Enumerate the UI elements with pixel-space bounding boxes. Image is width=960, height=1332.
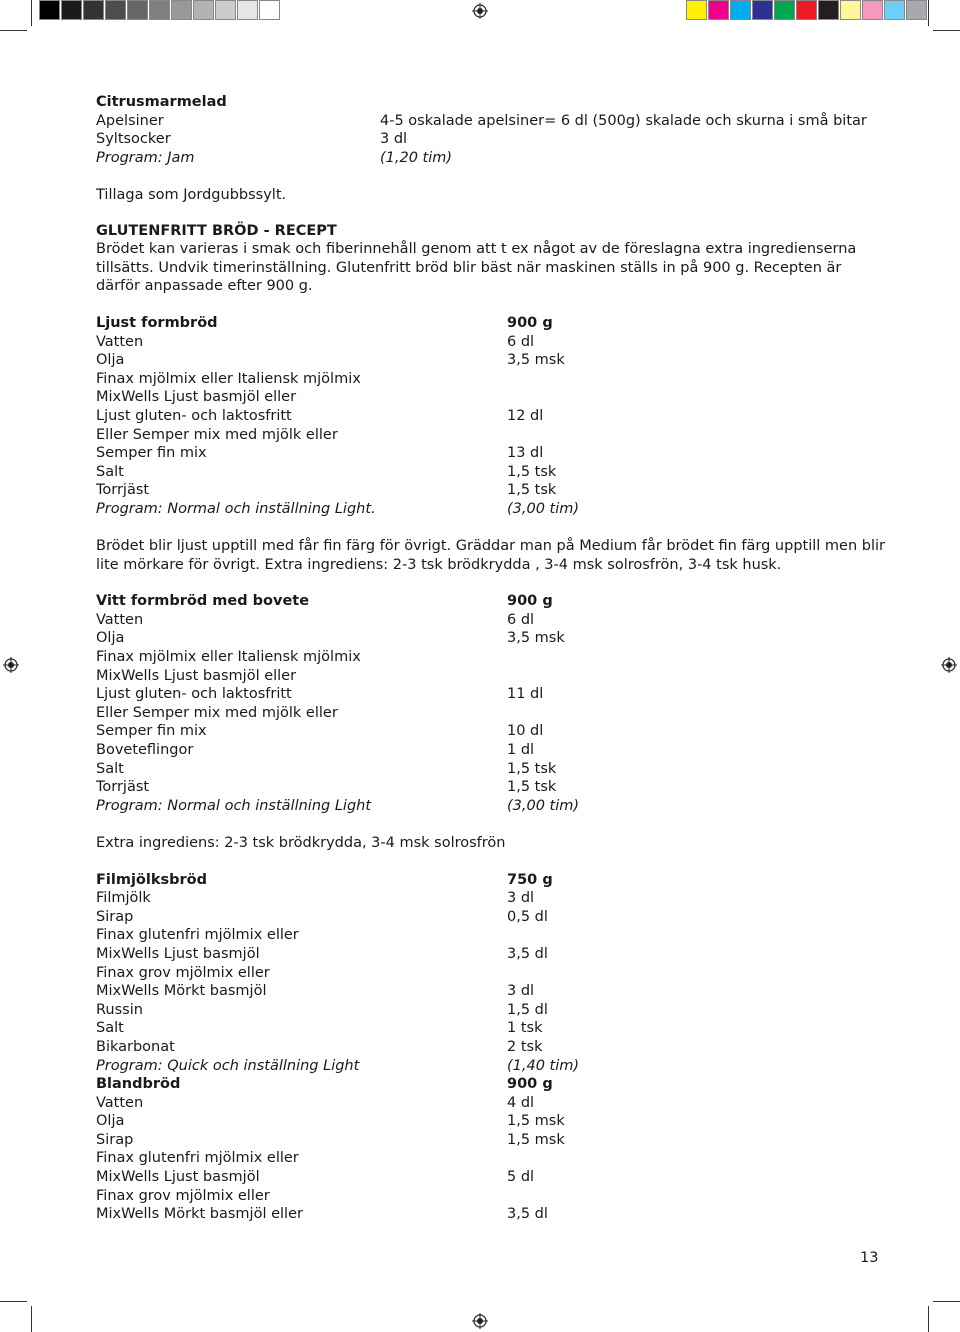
- recipe-size: 750 g: [507, 871, 553, 888]
- color-swatch: [39, 0, 60, 20]
- ingredient-row: [96, 797, 886, 816]
- ingredient-list: [96, 1094, 886, 1224]
- ingredient-row: [96, 611, 886, 630]
- recipe-blandbrod: [96, 1075, 886, 1224]
- ingredient-name: Program: Normal och inställning Light: [96, 797, 372, 814]
- recipe-size: 900 g: [507, 593, 553, 610]
- ingredient-name: Sirap: [96, 908, 134, 925]
- ingredient-name: Salt: [96, 1020, 124, 1037]
- ingredient-row: [96, 426, 886, 445]
- crop-mark-bottom-left-v: [31, 1306, 32, 1332]
- ingredient-amount: 1,5 tsk: [507, 482, 557, 499]
- color-swatch: [193, 0, 214, 20]
- ingredient-amount: 1,5 msk: [507, 1131, 565, 1148]
- ingredient-row: [96, 964, 886, 983]
- recipe-title: Citrusmarmelad: [96, 94, 227, 110]
- recipe-vitt-formbrod: [96, 592, 886, 852]
- ingredient-row: [96, 481, 886, 500]
- ingredient-name: Finax grov mjölmix eller: [96, 1187, 270, 1204]
- ingredient-amount: (3,00 tim): [507, 500, 580, 517]
- ingredient-row: [96, 1149, 886, 1168]
- ingredient-name: Vatten: [96, 333, 144, 350]
- color-swatch: [862, 0, 883, 20]
- ingredient-amount: 3,5 dl: [507, 1206, 548, 1223]
- ingredient-amount: (1,20 tim): [380, 149, 453, 166]
- recipe-note: Brödet blir ljust upptill med får fin färg för övrigt. Gräddar man på Medium får brödet fin färg upptill men blir lite mörkare för övrigt. Extra ingrediens: 2-3 tsk brödkrydda , 3-4 msk solrosfrön, 3-4 tsk husk.: [96, 538, 885, 573]
- recipe-title: Filmjölksbröd: [96, 871, 208, 888]
- ingredient-name: Finax glutenfri mjölmix eller: [96, 927, 299, 944]
- ingredient-row: [96, 629, 886, 648]
- crop-mark-bottom-right-v: [928, 1306, 929, 1332]
- ingredient-row: [96, 500, 886, 519]
- section-gluten-free: [96, 222, 886, 296]
- color-swatch: [127, 0, 148, 20]
- ingredient-amount: 3,5 dl: [507, 945, 548, 962]
- ingredient-row: [96, 667, 886, 686]
- recipe-title: Ljust formbröd: [96, 314, 218, 331]
- ingredient-name: Vatten: [96, 611, 144, 628]
- color-swatch: [708, 0, 729, 20]
- recipe-size: 900 g: [507, 314, 553, 331]
- ingredient-name: Finax mjölmix eller Italiensk mjölmix: [96, 370, 361, 387]
- ingredient-name: Filmjölk: [96, 890, 151, 907]
- ingredient-row: [96, 149, 886, 168]
- ingredient-row: [96, 1057, 886, 1076]
- ingredient-amount: 4 dl: [507, 1094, 535, 1111]
- ingredient-row: [96, 760, 886, 779]
- ingredient-amount: 10 dl: [507, 723, 544, 740]
- ingredient-name: Finax mjölmix eller Italiensk mjölmix: [96, 649, 361, 666]
- ingredient-row: [96, 463, 886, 482]
- ingredient-name: Vatten: [96, 1094, 144, 1111]
- color-swatch: [149, 0, 170, 20]
- ingredient-row: [96, 112, 886, 131]
- ingredient-name: Eller Semper mix med mjölk eller: [96, 704, 338, 721]
- color-swatch: [83, 0, 104, 20]
- ingredient-name: Olja: [96, 630, 125, 647]
- ingredient-row: [96, 908, 886, 927]
- registration-mark-left-icon: [3, 657, 19, 673]
- ingredient-row: [96, 407, 886, 426]
- color-swatch: [237, 0, 258, 20]
- ingredient-amount: 1,5 msk: [507, 1113, 565, 1130]
- ingredient-name: Russin: [96, 1001, 143, 1018]
- ingredient-name: Olja: [96, 1113, 125, 1130]
- ingredient-amount: 1 dl: [507, 742, 535, 758]
- page-content: [96, 93, 886, 1224]
- ingredient-row: [96, 1187, 886, 1206]
- ingredient-amount: 11 dl: [507, 686, 544, 703]
- ingredient-row: [96, 741, 886, 760]
- ingredient-amount: 13 dl: [507, 445, 544, 462]
- ingredient-name: Olja: [96, 352, 125, 369]
- color-swatch: [774, 0, 795, 20]
- color-swatch: [796, 0, 817, 20]
- ingredient-row: [96, 1112, 886, 1131]
- ingredient-amount: 2 tsk: [507, 1038, 543, 1055]
- ingredient-row: [96, 889, 886, 908]
- crop-mark-top-right-v: [928, 0, 929, 26]
- recipe-title: Vitt formbröd med bovete: [96, 593, 310, 610]
- section-intro: Brödet kan varieras i smak och fiberinnehåll genom att t ex något av de föreslagna extra ingredienserna tillsätts. Undvik timerinställning. Glutenfritt bröd blir bäst när maskinen ställs in på 900 g. Recepten är därför anpassade efter 900 g.: [96, 241, 857, 295]
- ingredient-amount: 4-5 oskalade apelsiner= 6 dl (500g) skalade och skurna i små bitar: [380, 112, 867, 129]
- ingredient-name: Torrjäst: [96, 779, 150, 796]
- ingredient-row: [96, 982, 886, 1001]
- registration-mark-bottom-icon: [472, 1313, 488, 1329]
- crop-mark-top-left: [0, 30, 27, 31]
- recipe-note: Extra ingrediens: 2-3 tsk brödkrydda, 3-4 msk solrosfrön: [96, 834, 506, 851]
- color-swatch: [906, 0, 927, 20]
- ingredient-row: [96, 722, 886, 741]
- ingredient-name: Semper fin mix: [96, 445, 207, 462]
- ingredient-name: Finax grov mjölmix eller: [96, 964, 270, 981]
- ingredient-name: Syltsocker: [96, 131, 171, 148]
- ingredient-amount: 3,5 msk: [507, 352, 565, 369]
- recipe-title: Blandbröd: [96, 1076, 181, 1093]
- ingredient-amount: 3,5 msk: [507, 630, 565, 647]
- ingredient-name: Semper fin mix: [96, 723, 207, 740]
- ingredient-amount: 3 dl: [507, 890, 535, 907]
- ingredient-name: Sirap: [96, 1131, 134, 1148]
- ingredient-name: MixWells Mörkt basmjöl eller: [96, 1206, 303, 1223]
- ingredient-row: [96, 1131, 886, 1150]
- ingredient-amount: 6 dl: [507, 333, 535, 350]
- ingredient-name: Torrjäst: [96, 482, 150, 499]
- section-heading: GLUTENFRITT BRÖD - RECEPT: [96, 222, 337, 239]
- ingredient-row: [96, 1038, 886, 1057]
- ingredient-name: Finax glutenfri mjölmix eller: [96, 1150, 299, 1167]
- ingredient-amount: (1,40 tim): [507, 1057, 580, 1074]
- ingredient-name: MixWells Mörkt basmjöl: [96, 983, 267, 1000]
- color-swatch: [105, 0, 126, 20]
- page-number: 13: [860, 1250, 879, 1266]
- ingredient-amount: 0,5 dl: [507, 908, 548, 925]
- color-swatch: [840, 0, 861, 20]
- recipe-filmjolksbrod: [96, 871, 886, 1076]
- ingredient-name: Ljust gluten- och laktosfritt: [96, 686, 292, 703]
- ingredient-name: MixWells Ljust basmjöl: [96, 945, 260, 962]
- ingredient-name: Ljust gluten- och laktosfritt: [96, 407, 292, 424]
- process-color-bar: [686, 0, 928, 22]
- ingredient-name: Program: Jam: [96, 149, 195, 166]
- ingredient-name: Salt: [96, 760, 124, 777]
- ingredient-row: [96, 1205, 886, 1224]
- ingredient-amount: 12 dl: [507, 407, 544, 424]
- recipe-ljust-formbrod: [96, 314, 886, 574]
- ingredient-row: [96, 444, 886, 463]
- ingredient-name: Salt: [96, 463, 124, 480]
- ingredient-amount: 6 dl: [507, 611, 535, 628]
- color-swatch: [171, 0, 192, 20]
- ingredient-row: [96, 926, 886, 945]
- ingredient-row: [96, 1001, 886, 1020]
- ingredient-row: [96, 778, 886, 797]
- ingredient-row: [96, 130, 886, 149]
- color-swatch: [884, 0, 905, 20]
- ingredient-name: Bikarbonat: [96, 1038, 175, 1055]
- ingredient-name: MixWells Ljust basmjöl: [96, 1169, 260, 1186]
- color-swatch: [61, 0, 82, 20]
- ingredient-amount: 5 dl: [507, 1169, 535, 1186]
- ingredient-row: [96, 945, 886, 964]
- color-swatch: [259, 0, 280, 20]
- ingredient-amount: 1,5 tsk: [507, 760, 557, 777]
- ingredient-name: Program: Quick och inställning Light: [96, 1057, 360, 1074]
- ingredient-amount: 1,5 tsk: [507, 779, 557, 796]
- grayscale-color-bar: [39, 0, 281, 22]
- registration-mark-right-icon: [941, 657, 957, 673]
- recipe-note: Tillaga som Jordgubbssylt.: [96, 186, 287, 203]
- ingredient-list: [96, 333, 886, 519]
- ingredient-name: Apelsiner: [96, 112, 164, 129]
- color-swatch: [818, 0, 839, 20]
- ingredient-amount: 1,5 dl: [507, 1001, 548, 1018]
- ingredient-row: [96, 1094, 886, 1113]
- ingredient-row: [96, 351, 886, 370]
- ingredient-row: [96, 1019, 886, 1038]
- ingredient-amount: 1,5 tsk: [507, 463, 557, 480]
- ingredient-amount: (3,00 tim): [507, 797, 580, 814]
- ingredient-name: Eller Semper mix med mjölk eller: [96, 426, 338, 443]
- color-swatch: [752, 0, 773, 20]
- ingredient-row: [96, 388, 886, 407]
- ingredient-amount: 3 dl: [380, 131, 408, 148]
- ingredient-row: [96, 370, 886, 389]
- crop-mark-bottom-right: [933, 1301, 960, 1302]
- color-swatch: [686, 0, 707, 20]
- color-swatch: [215, 0, 236, 20]
- ingredient-amount: 3 dl: [507, 983, 535, 1000]
- color-swatch: [730, 0, 751, 20]
- ingredient-name: MixWells Ljust basmjöl eller: [96, 667, 297, 684]
- crop-mark-top-right: [933, 30, 960, 31]
- ingredient-list: [96, 611, 886, 816]
- ingredient-list: [96, 112, 886, 168]
- ingredient-row: [96, 1168, 886, 1187]
- recipe-size: 900 g: [507, 1076, 553, 1093]
- ingredient-row: [96, 648, 886, 667]
- recipe-citrusmarmelad: [96, 93, 886, 205]
- ingredient-row: [96, 333, 886, 352]
- crop-mark-top-left-v: [31, 0, 32, 26]
- ingredient-name: Program: Normal och inställning Light.: [96, 500, 376, 517]
- ingredient-list: [96, 889, 886, 1075]
- crop-mark-bottom-left: [0, 1301, 27, 1302]
- ingredient-name: MixWells Ljust basmjöl eller: [96, 389, 297, 406]
- registration-mark-top-icon: [472, 3, 488, 19]
- ingredient-row: [96, 704, 886, 723]
- ingredient-name: Boveteflingor: [96, 742, 194, 758]
- ingredient-row: [96, 685, 886, 704]
- ingredient-amount: 1 tsk: [507, 1020, 543, 1037]
